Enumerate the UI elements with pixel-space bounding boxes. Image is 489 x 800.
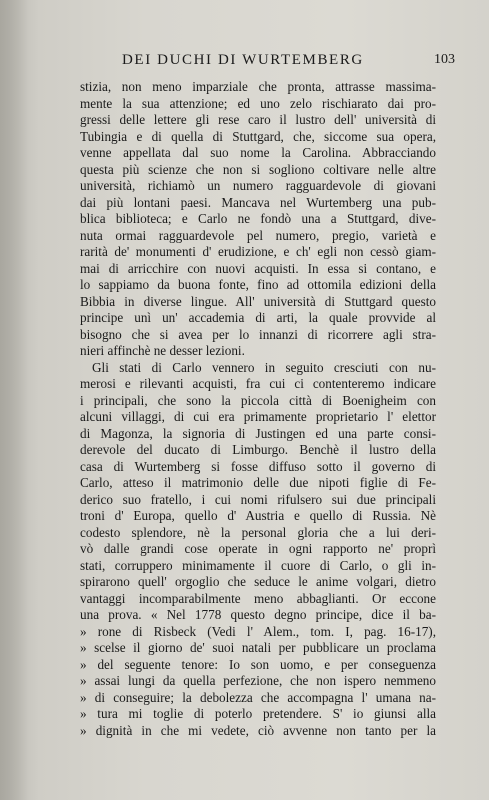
paragraph-start-line: Gli stati di Carlo vennero in seguito cresciuti con nu- — [92, 359, 436, 375]
quote-line: » rone di Risbeck (Vedi l' Alem., tom. I, pag. 16-17), — [80, 623, 436, 639]
text-line: codesto splendore, nè la personal gloria che a lui deri- — [80, 524, 436, 540]
text-line: nuta ormai ragguardevole pel numero, pregio, varietà e — [80, 227, 436, 243]
page-number: 103 — [434, 52, 455, 67]
text-line: mente la sua attenzione; ed uno zelo rischiarato dai pro- — [80, 95, 436, 111]
text-line: mai di arricchire con nuovi acquisti. In essa si contano, e — [80, 260, 436, 276]
running-title: DEI DUCHI DI WURTEMBERG — [122, 52, 364, 68]
text-line: venne appellata dal suo nome la Carolina. Abbracciando — [80, 145, 436, 160]
text-line: di Magonza, la signoria di Justingen ed una parte consi- — [80, 425, 436, 441]
text-line: stizia, non meno imparziale che pronta, attrasse massima- — [80, 79, 436, 94]
text-line: rarità de' monumenti d' erudizione, e ch' egli non cessò giam- — [80, 244, 436, 259]
quote-line: » scelse il giorno de' suoi natali per pubblicare un proclama — [80, 640, 436, 655]
text-line: vò dalle grandi cose operate in ogni rapporto ne' proprì — [80, 541, 436, 556]
body-text — [80, 79, 436, 739]
text-line: dai più lontani paesi. Mancava nel Wurtemberg una pub- — [80, 194, 436, 210]
text-line: stati, corruppero minimamente il cuore di Carlo, o gli in- — [80, 557, 436, 573]
text-line: spirarono quell' orgoglio che seduce le anime volgari, dietro — [80, 574, 436, 589]
text-line: troni d' Europa, quello d' Austria e quello di Russia. Nè — [80, 508, 436, 523]
text-line: lo sappiamo da buona fonte, fino ad ottomila edizioni della — [80, 277, 436, 292]
text-line: bisogno che si avea per lo innanzi di ricorrere agli stra- — [80, 326, 436, 342]
text-line: principe unì un' accademia di arti, la quale provvide al — [80, 310, 436, 325]
text-line: derico suo fratello, i cui nomi rifulsero sui due principali — [80, 491, 436, 507]
text-line: derevole del ducato di Limburgo. Benchè il lustro della — [80, 442, 436, 457]
paragraph-end-line: nieri affinchè ne desser lezioni. — [80, 343, 245, 358]
quote-line: » assai lungi da quella perfezione, che non ispero nemmeno — [80, 673, 436, 688]
running-head — [78, 52, 455, 74]
text-line: casa di Wurtemberg si fosse diffuso sotto il governo di — [80, 458, 436, 474]
text-line: una prova. « Nel 1778 questo degno principe, dice il ba- — [80, 607, 436, 622]
text-line: Tubingia e di quella di Stuttgard, che, siccome sua opera, — [80, 128, 436, 144]
text-line: università, richiamò un numero ragguardevole di giovani — [80, 178, 436, 193]
text-line: i principali, che sono la piccola città di Boenigheim con — [80, 392, 436, 408]
text-line: Bibbia in diverse lingue. All' università di Stuttgard questo — [80, 293, 436, 309]
text-line: questa più scienze che non si sogliono coltivare nelle altre — [80, 161, 436, 177]
quote-line: » del seguente tenore: Io son uomo, e per conseguenza — [80, 656, 436, 672]
text-line: blica biblioteca; e Carlo ne fondò una a Stuttgard, dive- — [80, 211, 436, 226]
text-line: Carlo, atteso il matrimonio delle due nipoti figlie di Fe- — [80, 475, 436, 490]
text-line: alcuni villaggi, di cui era primamente proprietario l' elettor — [80, 409, 436, 424]
text-line: vantaggi incomparabilmente meno abbaglianti. Or eccone — [80, 590, 436, 606]
quote-line: » dignità in che mi vedete, ciò avvenne non tanto per la — [80, 722, 436, 738]
quote-line: » tura mi toglie di poterlo pretendere. S' io giunsi alla — [80, 706, 436, 721]
quote-line: » di conseguire; la debolezza che accompagna l' umana na- — [80, 689, 436, 705]
text-line: merosi e rilevanti acquisti, fra cui ci contenteremo indicare — [80, 376, 436, 391]
text-line: gressi delle lettere gli rese caro il lustro dell' università di — [80, 112, 436, 127]
